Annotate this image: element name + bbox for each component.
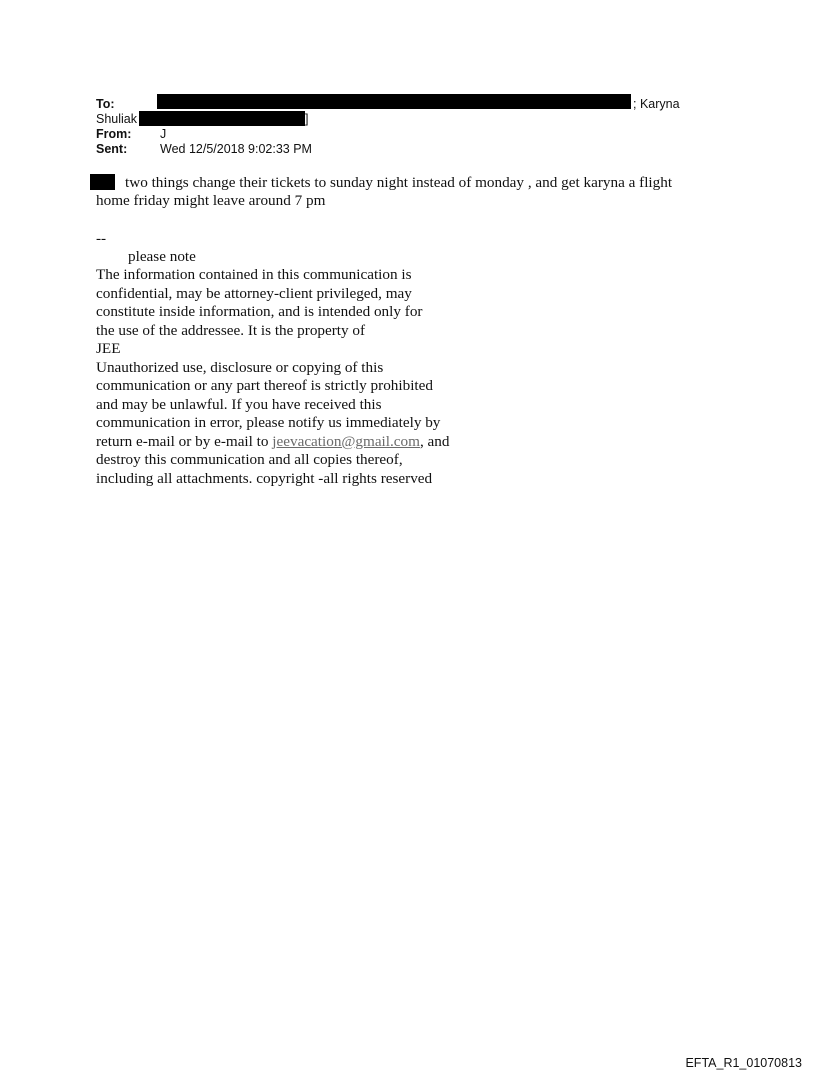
disclaimer-line: Unauthorized use, disclosure or copying of this (96, 358, 384, 376)
signature-separator: -- (96, 230, 107, 247)
disclaimer-return-line (96, 433, 449, 452)
disclaimer-closing-line: including all attachments. copyright -all rights reserved (96, 469, 433, 487)
disclaimer-line: constitute inside information, and is intended only for (96, 303, 423, 320)
disclaimer-line: communication in error, please notify us immediately by (96, 414, 441, 431)
document-id: EFTA_R1_01070813 (685, 1056, 802, 1070)
to-line2-name: Shuliak (96, 112, 137, 126)
email-link[interactable]: jeevacation@gmail.com (272, 432, 420, 450)
redaction-to-address (139, 111, 305, 126)
please-note: please note (128, 248, 196, 265)
disclaimer-line: and may be unlawful. If you have received this (96, 395, 382, 413)
disclaimer-line: confidential, may be attorney-client privileged, may (96, 284, 412, 302)
to-label: To: (96, 97, 115, 111)
to-suffix: ; Karyna (633, 97, 680, 111)
redaction-greeting (90, 174, 115, 190)
disclaimer-line: the use of the addressee. It is the property of (96, 321, 366, 339)
sent-label: Sent: (96, 142, 128, 156)
return-suffix: , and (419, 432, 450, 450)
from-label: From: (96, 127, 132, 141)
from-value: J (160, 127, 167, 141)
to-line2-bracket: ] (305, 112, 309, 126)
sent-value: Wed 12/5/2018 9:02:33 PM (160, 142, 312, 156)
return-prefix: return e-mail or by e-mail to (96, 432, 273, 450)
disclaimer-line: JEE (96, 340, 121, 357)
body-line-2: home friday might leave around 7 pm (96, 192, 326, 209)
disclaimer-line: The information contained in this communication is (96, 266, 412, 283)
email-header (0, 0, 816, 160)
disclaimer-line: communication or any part thereof is strictly prohibited (96, 377, 433, 394)
redaction-to-recipients (157, 94, 631, 109)
disclaimer-closing-line: destroy this communication and all copies thereof, (96, 451, 403, 468)
body-line-1: two things change their tickets to sunday night instead of monday , and get karyna a flight (125, 174, 673, 191)
